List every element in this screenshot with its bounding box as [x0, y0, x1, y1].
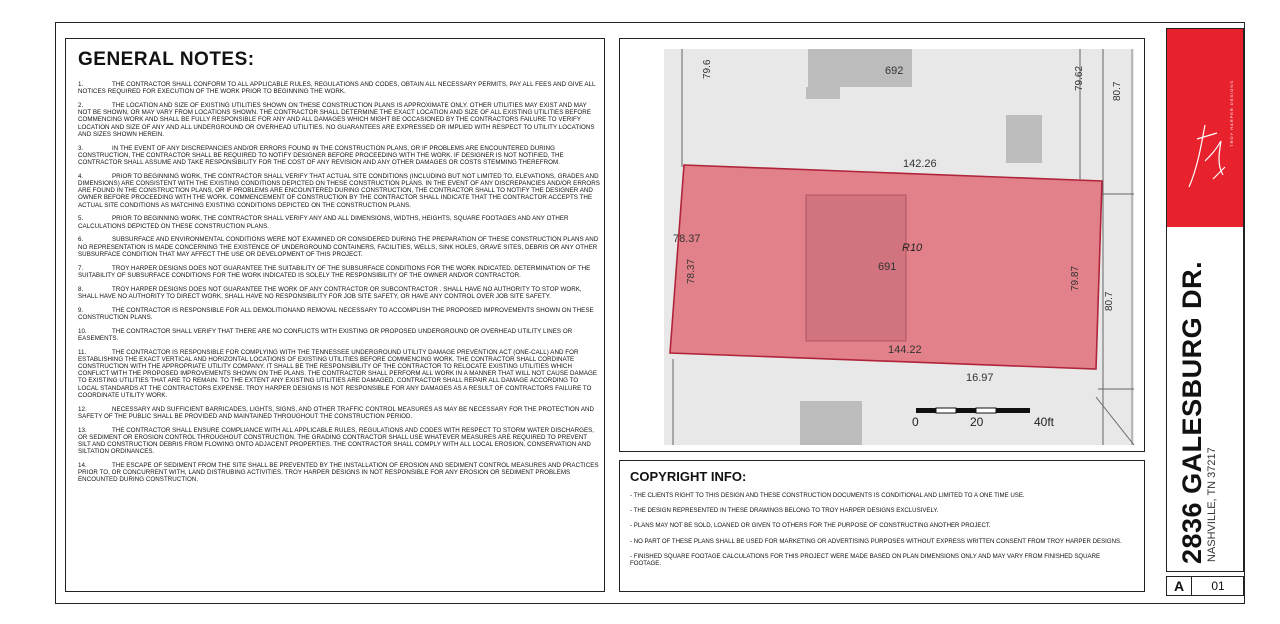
- building-top-parcel-annex: [806, 87, 840, 99]
- sheet-letter: A: [1167, 577, 1192, 595]
- general-note-item: [78, 236, 600, 258]
- general-note-text: THE CONTRACTOR SHALL VERIFY THAT THERE ARE NO CONFLICTS WITH EXISTING OR PROPOSED UNDERGROUND OR OVERHEAD UTILITY LINES OR EASEMENTS.: [78, 327, 573, 342]
- dim-street-bottom: 80.7: [1104, 291, 1115, 311]
- scale-label-0: 0: [912, 415, 919, 429]
- sheet-number: 01: [1211, 579, 1225, 593]
- general-note-text: THE CONTRACTOR SHALL CONFORM TO ALL APPLICABLE RULES, REGULATIONS AND CODES, OBTAIN ALL NECESSARY PERMITS, PAY ALL FEES AND GIVE ALL NOTICES REQUIRED FOR EXECUTION OF THE WORK PRIOR TO BEGINNING THE WORK.: [78, 81, 596, 96]
- logo-caption: TROY HARPER DESIGNS: [1229, 80, 1234, 147]
- general-notes-title: GENERAL NOTES:: [78, 49, 255, 70]
- general-note-number: 1.: [78, 81, 84, 88]
- copyright-item: - PLANS MAY NOT BE SOLD, LOANED OR GIVEN TO OTHERS FOR THE PURPOSE OF CONSTRUCTING ANOTHER PROJECT.: [630, 522, 991, 530]
- company-logo: [1167, 29, 1243, 227]
- project-address: 2836 GALESBURG DR.: [1177, 260, 1207, 564]
- signature-logo-icon: [1167, 29, 1243, 227]
- general-note-text: SUBSURFACE AND ENVIRONMENTAL CONDITIONS WERE NOT EXAMINED OR CONSIDERED DURING THE PREPARATION OF THESE CONSTRUCTION PLANS AND NO REPRESENTATION IS MADE CONCERNING THE EXISTENCE OF UNDERGROUND CONTAINERS, FACILITIES, WELLS, SINK HOLES, GRAVE SITES, DEBRIS OR ANY OTHER SUBSURFACE CONDITION THAT MAY AFFECT THE USE OR DEVELOPMENT OF THIS PROJECT.: [78, 236, 599, 258]
- general-note-item: [78, 307, 600, 321]
- site-plan-drawing: [620, 39, 1144, 451]
- general-note-number: 5.: [78, 215, 84, 223]
- general-note-number: 7.: [78, 264, 84, 272]
- general-notes-panel: [65, 38, 605, 592]
- general-note-item: [78, 265, 600, 279]
- copyright-panel: [619, 460, 1145, 592]
- general-note-text: IN THE EVENT OF ANY DISCREPANCIES AND/OR ERRORS FOUND IN THE CONSTRUCTION PLANS, OR IF PROBLEMS ARE ENCOUNTERED DURING CONSTRUCTION, THE CONTRACTOR SHALL BE REQUIRED TO NOTIFY DESIGNER BEFORE PROCEEDING WITH THE WORK. IF DESIGNER IS NOT NOTIFIED, THE CONTRACTOR SHALL ASSUME AND TAKE RESPONSIBILITY FOR THE COST OF ANY REVISION AND ANY OTHER DAMAGES OR COSTS STEMMING THEREFROM.: [78, 144, 564, 167]
- general-note-item: [78, 427, 600, 456]
- scale-seg-3: [956, 408, 976, 413]
- scale-seg-4: [976, 408, 996, 413]
- dim-street-top: 80.7: [1112, 81, 1123, 101]
- scale-label-20: 20: [970, 415, 984, 429]
- general-note-item: [78, 81, 600, 95]
- general-note-text: THE CONTRACTOR IS RESPONSIBLE FOR COMPLYING WITH THE TENNESSEE UNDERGROUND UTILITY DAMAGE PREVENTION ACT (ONE-CALL) AND FOR ESTABLISHING THE EXACT VERTICAL AND HORIZONTAL LOCATIONS OF EXISTING UTILITIES BEFORE COMMENCING WORK. THE CONTRACTOR SHALL CORDINATE CONSTRUCTION WITH THE APPROPRIATE UTILITY COMPANY. IT SHALL BE THE RESPONSIBILITY OF THE CONTRACTOR TO RELOCATE EXISTING UTILITIES WHICH CONFLICT WITH THE PROPOSED IMPROVEMENTS SHOWN ON THE PLANS. THE CONTRACTOR SHALL PERFORM ALL WORK IN A MANNER THAT WILL NOT CAUSE DAMAGE TO EXISTING UTILITIES THAT ARE TO REMAIN. TO THE EXTENT ANY EXISTING UTILITIES ARE DAMAGED, CONTRACTOR SHALL REPAIR ALL DAMAGE ACCORDING TO LOCAL STANDARDS AT THE CONTRACTORS EXPENSE. TROY HARPER DESIGNS IS NOT RESPONSIBLE FOR ANY DAMAGES AS A RESULT OF CONTRACTORS FAILURE TO COORDINATE UTILITY WORK.: [78, 348, 598, 399]
- scale-seg-5: [996, 408, 1030, 413]
- dim-below-south: 16.97: [966, 372, 994, 384]
- general-note-item: [78, 173, 600, 209]
- building-bottom-parcel: [800, 401, 862, 445]
- copyright-item: - THE CLIENTS RIGHT TO THIS DESIGN AND THESE CONSTRUCTION DOCUMENTS IS CONDITIONAL AND LIMITED TO A ONE TIME USE.: [630, 492, 1025, 499]
- general-note-text: THE CONTRACTOR IS RESPONSIBLE FOR ALL DEMOLITIONAND REMOVAL NECESSARY TO ACCOMPLISH THE PROPOSED IMPROVEMENTS SHOWN ON THESE CONSTRUCTION PLANS.: [78, 306, 594, 321]
- dim-top-right-side: 79.62: [1074, 65, 1085, 91]
- general-note-number: 3.: [78, 144, 84, 152]
- copyright-item: - NO PART OF THESE PLANS SHALL BE USED FOR MARKETING OR ADVERTISING PURPOSES WITHOUT EXPRESS WRITTEN CONSENT FROM TROY HARPER DESIGNS.: [630, 537, 1122, 545]
- general-note-text: NECESSARY AND SUFFICIENT BARRICADES, LIGHTS, SIGNS, AND OTHER TRAFFIC CONTROL MEASURES AS MAY BE NECESSARY FOR THE PROTECTION AND SAFETY OF THE PUBLIC SHALL BE PROVIDED AND MAINTAINED THROUGHOUT THE CONSTRUCTION PERIOD.: [78, 405, 595, 420]
- copyright-title: COPYRIGHT INFO:: [630, 469, 747, 484]
- parcel-label-691: 691: [878, 261, 897, 273]
- site-map-panel: [619, 38, 1145, 452]
- general-note-number: 14.: [78, 462, 87, 470]
- scale-seg-2: [936, 408, 956, 413]
- general-note-number: 8.: [78, 285, 84, 293]
- general-note-item: [78, 406, 600, 420]
- general-note-number: 13.: [78, 426, 87, 434]
- general-note-item: [78, 102, 600, 138]
- dim-east-inner: 79.87: [1070, 265, 1081, 291]
- project-city: NASHVILLE, TN 37217: [1206, 447, 1218, 562]
- zoning-label: R10: [902, 242, 923, 254]
- general-note-text: THE LOCATION AND SIZE OF EXISTING UTILITIES SHOWN ON THESE CONSTRUCTION PLANS IS APPROXIMATE ONLY. OTHER UTILITIES MAY EXIST AND MAY NOT BE SHOWN, OR MAY VARY FROM LOCATIONS SHOWN. THE CONTRACTOR SHALL DETERMINE THE EXACT LOCATION AND SIZE OF ALL EXISTING UTILITIES BEFORE COMMENCING WORK AND SHALL BE FULLY RESPONSIBLE FOR ANY AND ALL DAMAGES WHICH MIGHT BE OCCASIONED BY THE CONTRACTORS FAILURE TO VERIFY LOCATION AND SIZE OF ANY AND ALL UNDERGROUND OR OVERHEAD UTILITIES. NO GUARANTEES ARE EXPRESSED OR IMPLIED WITH RESPECT TO UTILITY LOCATIONS AND SIZES SHOWN HEREIN.: [78, 102, 595, 138]
- title-block: [1166, 28, 1244, 572]
- general-note-item: [78, 286, 600, 300]
- general-note-text: PRIOR TO BEGINNING WORK, THE CONTRACTOR SHALL VERIFY THAT ACTUAL SITE CONDITIONS (INCLUDING BUT NOT LIMITED TO, ELEVATIONS, GRADES AND DIMENSIONS) ARE CONSISTENT WITH THE EXISTING CONDITIONS DEPICTED ON THESE CONSTRUCTION PLANS. IN THE EVENT OF ANY DISCREPANCIES AND/OR ERRORS ARE FOUND IN THE CONSTRUCTION PLANS, OR IF PROBLEMS ARE ENCOUNTERED DURING CONSTRUCTION, THE CONTRACTOR SHALL TO NOTIFY THE DESIGNER AND OWNER BEFORE PROCEEDING WITH THE WORK. COMMENCEMENT OF CONSTRUCTION BY THE CONTRACTOR SHALL INDICATE THAT THE CONTRACTOR ACCEPTS THE ACTUAL SITE CONDITIONS AS MATCHING EXISTING CONDITIONS DEPICTED ON THE CONSTRUCTION PLANS.: [78, 172, 600, 209]
- parcel-label-692: 692: [885, 65, 904, 77]
- dim-south-line: 144.22: [888, 344, 922, 356]
- general-note-item: [78, 462, 600, 484]
- general-notes-list: [78, 81, 600, 484]
- general-note-number: 4.: [78, 172, 84, 180]
- general-note-text: TROY HARPER DESIGNS DOES NOT GUARANTEE THE WORK OF ANY CONTRACTOR OR SUBCONTRACTOR . SHALL HAVE NO AUTHORITY TO STOP WORK, SHALL HAVE NO AUTHORITY TO DIRECT WORK, SHALL HAVE NO RESPONSIBILITY FOR JOB SITE SAFETY, OR HAVE ANY CONTROL OVER JOB SITE SAFETY.: [78, 285, 582, 300]
- scale-seg-1: [916, 408, 936, 413]
- general-note-item: [78, 328, 600, 342]
- general-note-text: TROY HARPER DESIGNS DOES NOT GUARANTEE THE SUITABILITY OF THE SUBSURFACE CONDITIONS FOR THE WORK INDICATED. DETERMINATION OF THE SUITABILITY OF SUBSURFACE CONDITIONS FOR THE WORK INDICATED IS SOLELY THE RESPONSIBILITY OF THE OWNER AND/OR CONTRACTOR.: [78, 264, 591, 279]
- general-note-number: 11.: [78, 348, 87, 356]
- general-note-item: [78, 349, 600, 399]
- scale-label-40: 40ft: [1034, 415, 1055, 429]
- general-note-number: 9.: [78, 306, 84, 314]
- general-note-text: THE CONTRACTOR SHALL ENSURE COMPLIANCE WITH ALL APPLICABLE RULES, REGULATIONS AND CODES WITH RESPECT TO STORM WATER DISCHARGES, OR SEDIMENT OR EROSION CONTROL THROUGHOUT CONSTRUCTION. THE GRADING CONTRACTOR SHALL USE WHATEVER MEASURES ARE REQUIRED TO PREVENT SILT AND CONSTRUCTION DEBRIS FROM FLOWING ONTO ADJACENT PROPERTIES. THE CONTRACTOR SHALL COMPLY WITH ALL LOCAL EROSION, CONSERVATION AND SILTATION ORDINANCES.: [78, 426, 595, 456]
- general-note-number: 6.: [78, 236, 84, 244]
- general-note-text: PRIOR TO BEGINNING WORK, THE CONTRACTOR SHALL VERIFY ANY AND ALL DIMENSIONS, WIDTHS, HEIGHTS, SQUARE FOOTAGES AND ANY OTHER CALCULATIONS DEPICTED ON THESE CONSTRUCTION PLANS.: [78, 215, 569, 230]
- sheet-number-box: [1166, 576, 1244, 596]
- general-note-item: [78, 145, 600, 167]
- general-note-text: THE ESCAPE OF SEDIMENT FROM THE SITE SHALL BE PREVENTED BY THE INSTALLATION OF EROSION AND SEDIMENT CONTROL MEASURES AND PRACTICES PRIOR TO, OR CONCURRENT WITH, LAND DISTRUBING ACTIVITIES. TROY HARPER DESIGNS IN NOT RESPONSIBLE FOR ANY EROSION OR SEDIMENT PROBLEMS ENCOUNTED DURING CONSTRUCTION.: [78, 462, 599, 484]
- general-note-number: 2.: [78, 102, 84, 109]
- general-note-item: [78, 215, 600, 229]
- project-title: [1177, 261, 1218, 564]
- copyright-item: - FINISHED SQUARE FOOTAGE CALCULATIONS FOR THIS PROJECT WERE MADE BASED ON PLAN DIMENSIONS ONLY AND MAY VARY FROM FINISHED SQUARE FOOTAGE.: [630, 552, 1101, 568]
- dim-north-line: 142.26: [903, 158, 937, 170]
- general-note-number: 12.: [78, 405, 87, 413]
- dim-top-left-side: 79.6: [702, 59, 713, 79]
- copyright-item: - THE DESIGN REPRESENTED IN THESE DRAWINGS BELONG TO TROY HARPER DESIGNS EXCLUSIVELY.: [630, 507, 939, 515]
- dim-west-inner: 78.37: [686, 258, 697, 284]
- general-note-number: 10.: [78, 327, 87, 335]
- building-top-right: [1006, 115, 1042, 163]
- dim-west-outer: 78.37: [673, 233, 701, 245]
